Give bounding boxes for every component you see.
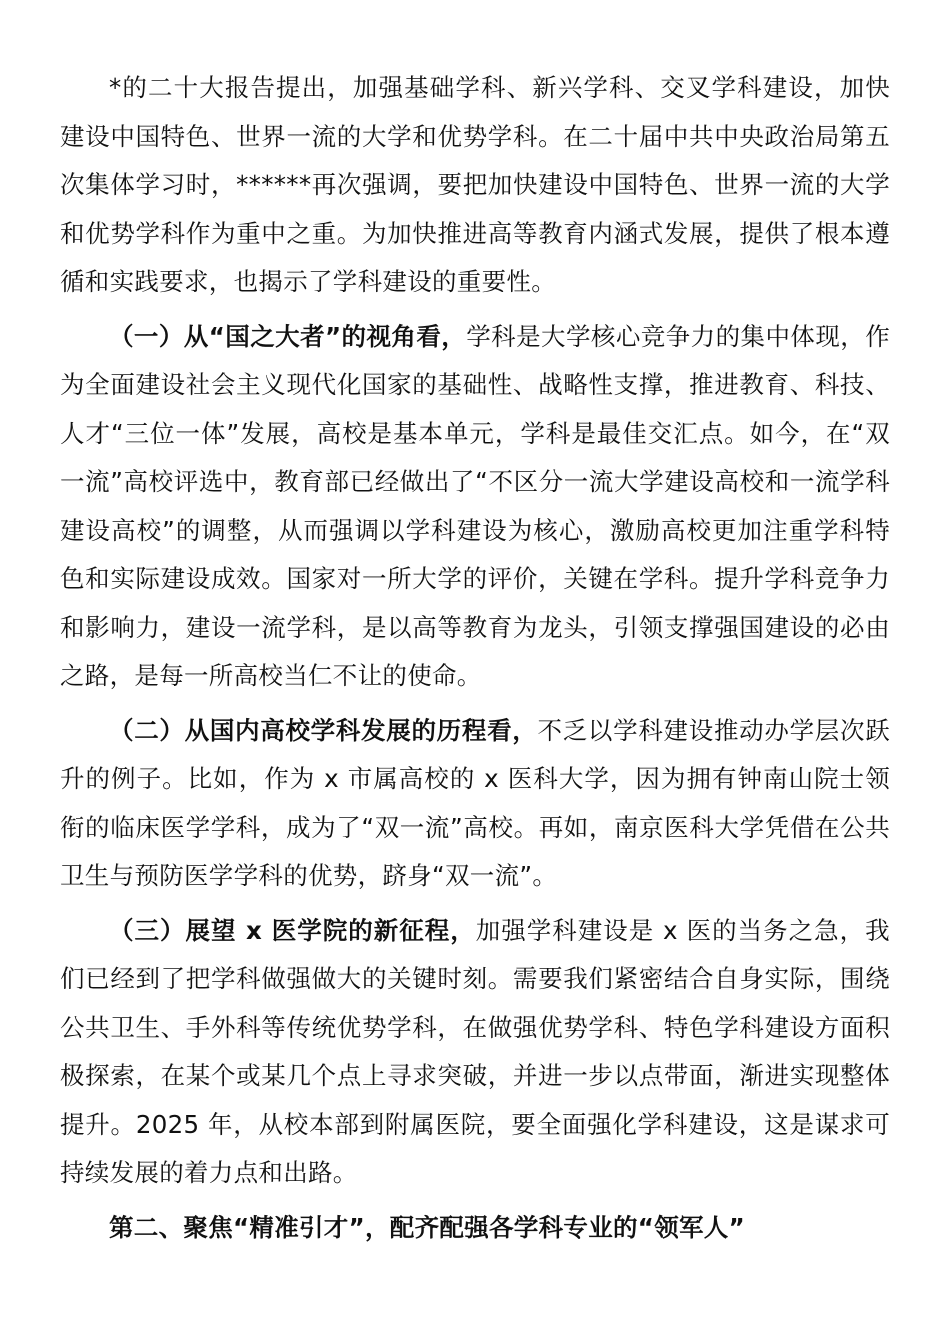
paragraph-lead: （二）从国内高校学科发展的历程看， <box>109 715 538 745</box>
paragraph-section-2 <box>60 707 890 901</box>
paragraph-section-1 <box>60 313 890 701</box>
paragraph-lead: （一）从“国之大者”的视角看， <box>109 321 467 351</box>
paragraph-intro <box>60 64 890 307</box>
paragraph-body: 不乏以学科建设推动办学层次跃升的例子。比如，作为 x 市属高校的 x 医科大学，因为拥有钟南山院士领衔的临床医学学科，成为了“双一流”高校。再如，南京医科大学凭借在公共卫生与预防医学学科的优势，跻身“双一流”。 <box>60 715 890 890</box>
paragraph-body: 加强学科建设是 x 医的当务之急，我们已经到了把学科做强做大的关键时刻。需要我们紧密结合自身实际，围绕公共卫生、手外科等传统优势学科，在做强优势学科、特色学科建设方面积极探索，在某个或某几个点上寻求突破，并进一步以点带面，渐进实现整体提升。2025 年，从校本部到附属医院，要全面强化学科建设，这是谋求可持续发展的着力点和出路。 <box>60 915 890 1187</box>
paragraph-body: 学科是大学核心竞争力的集中体现，作为全面建设社会主义现代化国家的基础性、战略性支撑，推进教育、科技、人才“三位一体”发展，高校是基本单元，学科是最佳交汇点。如今，在“双一流”高校评选中，教育部已经做出了“不区分一流大学建设高校和一流学科建设高校”的调整，从而强调以学科建设为核心，激励高校更加注重学科特色和实际建设成效。国家对一所大学的评价，关键在学科。提升学科竞争力和影响力，建设一流学科，是以高等教育为龙头，引领支撑强国建设的必由之路，是每一所高校当仁不让的使命。 <box>60 321 890 690</box>
section-heading: 第二、聚焦“精准引才”，配齐配强各学科专业的“领军人” <box>109 1212 746 1242</box>
paragraph-lead: （三）展望 x 医学院的新征程， <box>109 915 476 945</box>
paragraph-body: *的二十大报告提出，加强基础学科、新兴学科、交叉学科建设，加快建设中国特色、世界一流的大学和优势学科。在二十届中共中央政治局第五次集体学习时，******再次强调，要把加快建设中国特色、世界一流的大学和优势学科作为重中之重。为加快推进高等教育内涵式发展，提供了根本遵循和实践要求，也揭示了学科建设的重要性。 <box>60 73 890 296</box>
paragraph-section-3 <box>60 907 890 1198</box>
